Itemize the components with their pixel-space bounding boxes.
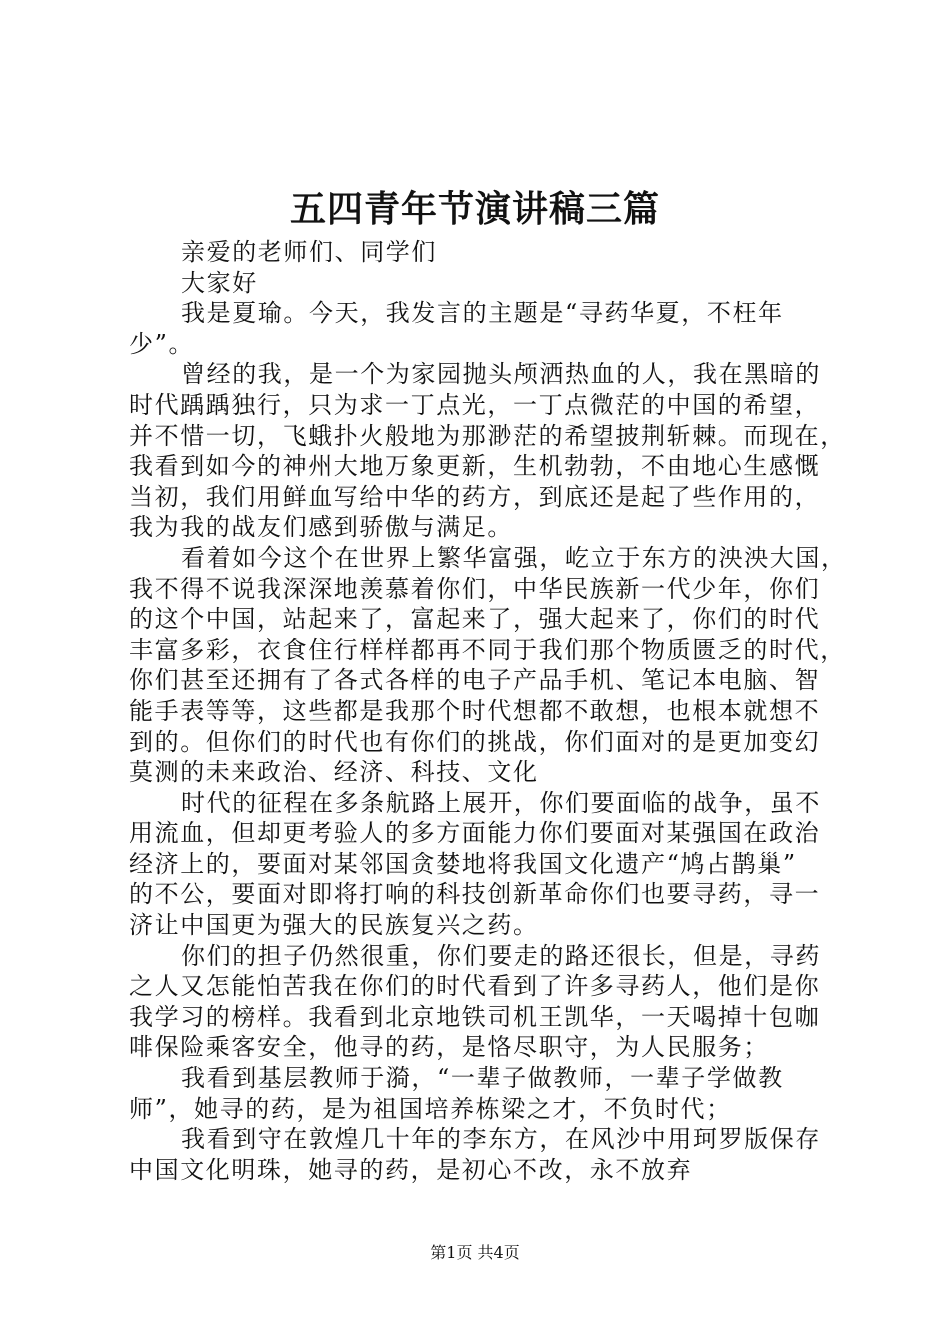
text-line: 的这个中国，站起来了，富起来了，强大起来了，你们的时代 (129, 605, 821, 634)
text-line: 并不惜一切，飞蛾扑火般地为那渺茫的希望披荆斩棘。而现在， (129, 421, 846, 450)
text-line: 之人又怎能怕苦我在你们的时代看到了许多寻药人，他们是你 (129, 972, 821, 1001)
text-line: 大家好 (181, 268, 258, 297)
text-line: 到的。但你们的时代也有你们的挑战，你们面对的是更加变幻 (129, 727, 821, 756)
text-line: 我看到如今的神州大地万象更新，生机勃勃，不由地心生感慨 (129, 452, 821, 481)
document-body (129, 237, 847, 1185)
text-line: 莫测的未来政治、经济、科技、文化 (129, 758, 539, 787)
text-line: 我是夏瑜。今天，我发言的主题是“寻药华夏，不枉年 (181, 299, 784, 328)
text-line: 用流血，但却更考验人的多方面能力你们要面对某强国在政治 (129, 819, 821, 848)
text-line: 的不公，要面对即将打响的科技创新革命你们也要寻药，寻一 (129, 880, 821, 909)
text-line: 我为我的战友们感到骄傲与满足。 (129, 513, 513, 542)
text-line: 我看到守在敦煌几十年的李东方，在风沙中用珂罗版保存 (181, 1125, 821, 1154)
text-line: 时代的征程在多条航路上展开，你们要面临的战争，虽不 (181, 788, 821, 817)
text-line: 能手表等等，这些都是我那个时代想都不敢想，也根本就想不 (129, 696, 821, 725)
text-line: 亲爱的老师们、同学们 (181, 238, 437, 266)
page-footer: 第1页 共4页 (430, 1243, 520, 1262)
text-line: 看着如今这个在世界上繁华富强，屹立于东方的泱泱大国， (181, 543, 847, 572)
document-title: 五四青年节演讲稿三篇 (289, 188, 660, 230)
text-line: 少”。 (129, 329, 195, 358)
text-line: 师”，她寻的药，是为祖国培养栋梁之才，不负时代； (129, 1094, 732, 1123)
text-line: 经济上的，要面对某邻国贪婪地将我国文化遗产“鸠占鹊巢” (129, 849, 797, 878)
text-line: 丰富多彩，衣食住行样样都再不同于我们那个物质匮乏的时代， (129, 635, 846, 664)
text-line: 你们的担子仍然很重，你们要走的路还很长，但是，寻药 (181, 941, 821, 970)
text-line: 当初，我们用鲜血写给中华的药方，到底还是起了些作用的， (129, 482, 821, 511)
text-line: 你们甚至还拥有了各式各样的电子产品手机、笔记本电脑、智 (129, 666, 821, 695)
text-line: 我学习的榜样。我看到北京地铁司机王凯华，一天喝掉十包咖 (129, 1002, 821, 1031)
text-line: 我不得不说我深深地羡慕着你们，中华民族新一代少年，你们 (129, 574, 821, 603)
text-line: 时代踽踽独行，只为求一丁点光，一丁点微茫的中国的希望， (129, 390, 821, 419)
text-line: 曾经的我，是一个为家园抛头颅洒热血的人，我在黑暗的 (181, 360, 821, 389)
text-line: 我看到基层教师于漪，“一辈子做教师，一辈子学做教 (181, 1064, 784, 1093)
text-line: 中国文化明珠，她寻的药，是初心不改，永不放弃 (129, 1155, 693, 1184)
text-line: 济让中国更为强大的民族复兴之药。 (129, 911, 539, 940)
text-line: 啡保险乘客安全，他寻的药，是恪尽职守，为人民服务； (129, 1033, 769, 1062)
